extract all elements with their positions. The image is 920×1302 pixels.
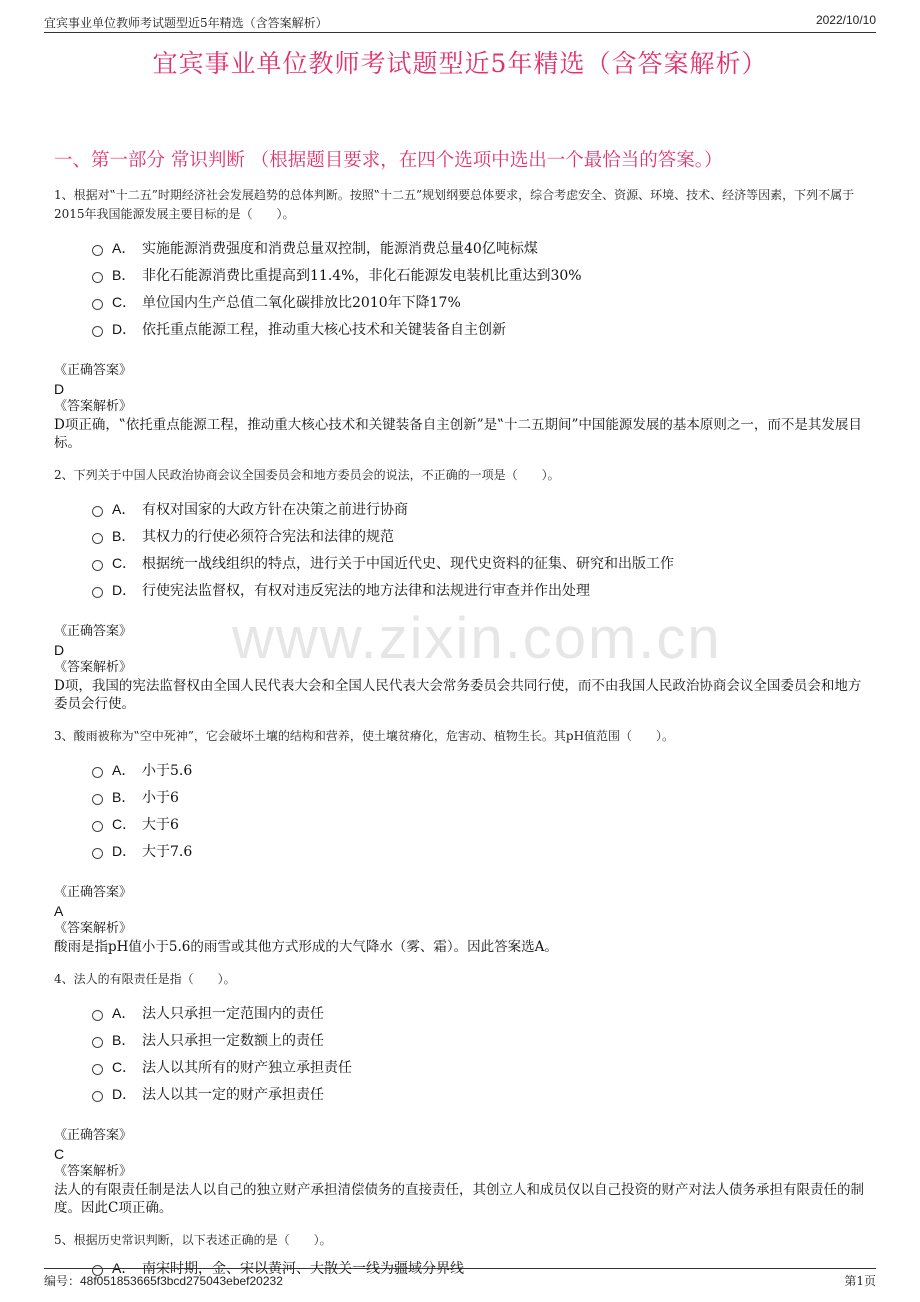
watermark: www.zixin.com.cn <box>232 606 722 671</box>
question-3 <box>54 727 866 956</box>
radio-icon[interactable] <box>92 245 103 256</box>
option-text: 单位国内生产总值二氧化碳排放比2010年下降17% <box>142 294 461 311</box>
option-text: 非化石能源消费比重提高到11.4%，非化石能源发电装机比重达到30% <box>142 267 582 284</box>
option-a[interactable] <box>92 999 866 1026</box>
option-text: 小于5.6 <box>142 762 193 779</box>
radio-icon[interactable] <box>92 1037 103 1048</box>
option-b[interactable] <box>92 261 866 288</box>
radio-icon[interactable] <box>92 272 103 283</box>
analysis-label: 《答案解析》 <box>54 921 133 936</box>
option-list <box>92 495 866 603</box>
question-stem: 2、下列关于中国人民政治协商会议全国委员会和地方委员会的说法，不正确的一项是（ ）。 <box>54 468 560 482</box>
option-letter: A． <box>112 239 136 256</box>
option-c[interactable] <box>92 1053 866 1080</box>
option-a[interactable] <box>92 495 866 522</box>
correct-answer-value: C <box>54 1146 65 1162</box>
option-text: 南宋时期，金、宋以黄河、大散关一线为疆域分界线 <box>142 1260 464 1277</box>
option-letter: C． <box>112 293 137 310</box>
analysis-label: 《答案解析》 <box>54 399 133 414</box>
option-text: 大于6 <box>142 816 179 833</box>
option-c[interactable] <box>92 288 866 315</box>
option-text: 根据统一战线组织的特点，进行关于中国近代史、现代史资料的征集、研究和出版工作 <box>142 555 674 572</box>
answer-block <box>54 884 866 956</box>
option-text: 法人只承担一定数额上的责任 <box>142 1032 324 1049</box>
answer-block <box>54 623 866 713</box>
question-stem: 5、根据历史常识判断，以下表述正确的是（ ）。 <box>54 1233 332 1247</box>
option-letter: B． <box>112 266 136 283</box>
question-2 <box>54 466 866 713</box>
option-text: 依托重点能源工程，推动重大核心技术和关键装备自主创新 <box>142 321 506 338</box>
option-list <box>92 234 866 342</box>
option-letter: A． <box>112 761 136 778</box>
option-b[interactable] <box>92 783 866 810</box>
option-text: 大于7.6 <box>142 843 193 860</box>
radio-icon[interactable] <box>92 1064 103 1075</box>
analysis-label: 《答案解析》 <box>54 1164 133 1179</box>
option-list <box>92 756 866 864</box>
question-stem: 4、法人的有限责任是指（ ）。 <box>54 972 236 986</box>
option-text: 其权力的行使必须符合宪法和法律的规范 <box>142 528 394 545</box>
option-list <box>92 999 866 1107</box>
option-text: 法人以其一定的财产承担责任 <box>142 1086 324 1103</box>
radio-icon[interactable] <box>92 848 103 859</box>
option-text: 有权对国家的大政方针在决策之前进行协商 <box>142 501 408 518</box>
option-letter: B． <box>112 1031 136 1048</box>
footer-divider <box>44 1268 876 1269</box>
option-a[interactable] <box>92 234 866 261</box>
option-d[interactable] <box>92 315 866 342</box>
correct-answer-value: A <box>54 903 64 919</box>
radio-icon[interactable] <box>92 560 103 571</box>
radio-icon[interactable] <box>92 326 103 337</box>
option-letter: B． <box>112 788 136 805</box>
option-d[interactable] <box>92 837 866 864</box>
header-date: 2022/10/10 <box>815 13 876 27</box>
radio-icon[interactable] <box>92 794 103 805</box>
section-heading: 一、第一部分 常识判断 （根据题目要求，在四个选项中选出一个最恰当的答案。） <box>54 150 723 171</box>
analysis-text: 酸雨是指pH值小于5.6的雨雪或其他方式形成的大气降水（雾、霜）。因此答案选A。 <box>54 939 558 955</box>
radio-icon[interactable] <box>92 1091 103 1102</box>
correct-answer-label: 《正确答案》 <box>54 363 133 378</box>
answer-block <box>54 1127 866 1217</box>
correct-answer-label: 《正确答案》 <box>54 1128 133 1143</box>
option-letter: C． <box>112 554 137 571</box>
footer-page-number: 第1页 <box>844 1274 876 1288</box>
header-divider <box>44 32 876 33</box>
radio-icon[interactable] <box>92 821 103 832</box>
option-b[interactable] <box>92 522 866 549</box>
correct-answer-value: D <box>54 642 65 658</box>
option-letter: D． <box>112 1085 137 1102</box>
analysis-text: D项正确，‟依托重点能源工程，推动重大核心技术和关键装备自主创新”是‟十二五期间”中国能源发展的基本原则之一，而不是其发展目标。 <box>54 417 862 451</box>
question-4 <box>54 970 866 1217</box>
option-letter: D． <box>112 320 137 337</box>
analysis-label: 《答案解析》 <box>54 660 133 675</box>
radio-icon[interactable] <box>92 299 103 310</box>
option-letter: A． <box>112 1004 136 1021</box>
question-stem: 3、酸雨被称为‟空中死神”，它会破坏土壤的结构和营养，使土壤贫瘠化，危害动、植物生长。其pH值范围（ ）。 <box>54 729 675 743</box>
correct-answer-label: 《正确答案》 <box>54 624 133 639</box>
analysis-text: 法人的有限责任制是法人以自己的独立财产承担清偿债务的直接责任，其创立人和成员仅以自己投资的财产对法人债务承担有限责任的制度。因此C项正确。 <box>54 1182 864 1216</box>
correct-answer-value: D <box>54 381 65 397</box>
question-list <box>54 186 866 1295</box>
option-letter: A． <box>112 1259 136 1276</box>
option-letter: A． <box>112 500 136 517</box>
page-title: 宜宾事业单位教师考试题型近5年精选（含答案解析） <box>152 49 768 78</box>
option-a[interactable] <box>92 756 866 783</box>
option-d[interactable] <box>92 576 866 603</box>
option-c[interactable] <box>92 810 866 837</box>
footer-doc-code: 编号：48f051853665f3bcd275043ebef20232 <box>44 1274 283 1288</box>
option-letter: C． <box>112 1058 137 1075</box>
option-b[interactable] <box>92 1026 866 1053</box>
option-c[interactable] <box>92 549 866 576</box>
answer-block <box>54 362 866 452</box>
option-letter: D． <box>112 581 137 598</box>
radio-icon[interactable] <box>92 767 103 778</box>
radio-icon[interactable] <box>92 533 103 544</box>
option-letter: B． <box>112 527 136 544</box>
option-letter: C． <box>112 815 137 832</box>
header-doc-title: 宜宾事业单位教师考试题型近5年精选（含答案解析） <box>44 16 328 30</box>
option-text: 小于6 <box>142 789 179 806</box>
question-1 <box>54 186 866 452</box>
question-stem: 1、根据对‟十二五”时期经济社会发展趋势的总体判断。按照‟十二五”规划纲要总体要求，综合考虑安全、资源、环境、技术、经济等因素，下列不属于2015年我国能源发展主要目标的是（ ）。 <box>54 188 855 221</box>
analysis-text: D项，我国的宪法监督权由全国人民代表大会和全国人民代表大会常务委员会共同行使，而不由我国人民政治协商会议全国委员会和地方委员会行使。 <box>54 678 862 712</box>
correct-answer-label: 《正确答案》 <box>54 885 133 900</box>
option-letter: D． <box>112 842 137 859</box>
option-text: 法人只承担一定范围内的责任 <box>142 1005 324 1022</box>
radio-icon[interactable] <box>92 1010 103 1021</box>
radio-icon[interactable] <box>92 587 103 598</box>
radio-icon[interactable] <box>92 506 103 517</box>
option-d[interactable] <box>92 1080 866 1107</box>
option-text: 法人以其所有的财产独立承担责任 <box>142 1059 352 1076</box>
option-text: 行使宪法监督权，有权对违反宪法的地方法律和法规进行审查并作出处理 <box>142 582 590 599</box>
option-text: 实施能源消费强度和消费总量双控制，能源消费总量40亿吨标煤 <box>142 240 538 257</box>
